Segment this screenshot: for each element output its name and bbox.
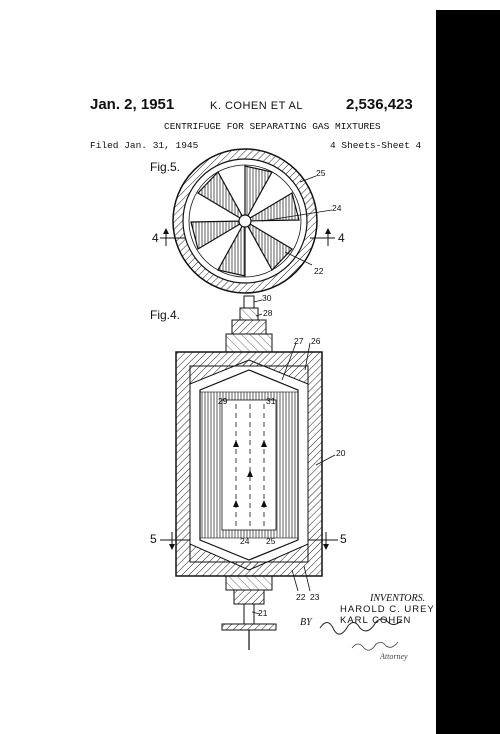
figure-4-drawing — [160, 296, 402, 650]
ref-21: 21 — [258, 608, 268, 618]
inventor-2: KARL COHEN — [340, 615, 412, 626]
section-5-left: 5 — [150, 532, 157, 546]
ref-20: 20 — [336, 448, 346, 458]
patent-inventor: K. COHEN ET AL — [210, 100, 303, 112]
ref-27: 27 — [294, 336, 304, 346]
ref-23: 23 — [310, 592, 320, 602]
patent-date: Jan. 2, 1951 — [90, 96, 175, 113]
by-label: BY — [300, 617, 312, 628]
ref-26: 26 — [311, 336, 321, 346]
ref-22-fig5: 22 — [314, 266, 324, 276]
ref-31: 31 — [266, 396, 276, 406]
ref-25-fig4: 25 — [266, 536, 276, 546]
ref-29: 29 — [218, 396, 228, 406]
figure-5-drawing — [160, 149, 335, 293]
patent-number: 2,536,423 — [346, 96, 413, 113]
ref-28: 28 — [263, 308, 273, 318]
ref-22-fig4: 22 — [296, 592, 306, 602]
section-4-left: 4 — [152, 231, 159, 245]
attorney-label: Attorney — [380, 652, 408, 661]
inventors-label: INVENTORS. — [370, 593, 426, 604]
ref-24-fig4: 24 — [240, 536, 250, 546]
filed-date: Filed Jan. 31, 1945 — [90, 140, 199, 151]
section-4-right: 4 — [338, 231, 345, 245]
ref-30: 30 — [262, 293, 272, 303]
sheet-count: 4 Sheets-Sheet 4 — [330, 140, 422, 151]
inventor-1: HAROLD C. UREY — [340, 604, 435, 615]
figure-4-label: Fig.4. — [150, 308, 181, 322]
section-5-right: 5 — [340, 532, 347, 546]
figure-5-label: Fig.5. — [150, 160, 181, 174]
ref-25-fig5: 25 — [316, 168, 326, 178]
ref-24-fig5: 24 — [332, 203, 342, 213]
patent-title: CENTRIFUGE FOR SEPARATING GAS MIXTURES — [164, 121, 381, 132]
